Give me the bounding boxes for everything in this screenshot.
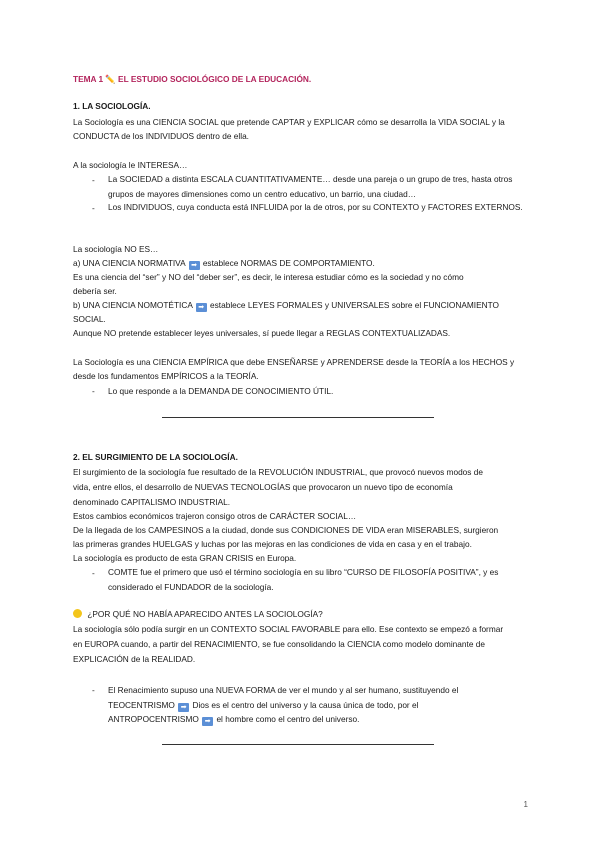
paragraph-line: El surgimiento de la sociología fue resultado de la REVOLUCIÓN INDUSTRIAL, que provocó nuevos modos de: [73, 467, 483, 477]
arrow-right-icon: ➡: [189, 261, 200, 270]
bullet-text: El Renacimiento supuso una NUEVA FORMA de ver el mundo y al ser humano, sustituyendo el: [108, 685, 459, 695]
separator-line: [162, 417, 434, 418]
arrow-right-icon: ➡: [178, 703, 189, 712]
arrow-right-icon: ➡: [202, 717, 213, 726]
paragraph-line: debería ser.: [73, 286, 117, 296]
paragraph-line: La Sociología es una CIENCIA SOCIAL que pretende CAPTAR y EXPLICAR cómo se desarrolla la VIDA SOCIAL y la: [73, 117, 505, 127]
paragraph-line: SOCIAL.: [73, 314, 106, 324]
bullet-text: [108, 714, 359, 726]
page-number: 1: [523, 800, 528, 809]
paragraph-line: La sociología es producto de esta GRAN CRISIS en Europa.: [73, 553, 297, 563]
paragraph-line: EXPLICACIÓN de la REALIDAD.: [73, 654, 196, 664]
bullet-marker: -: [92, 568, 95, 578]
paragraph-line: vida, entre ellos, el desarrollo de NUEVAS TECNOLOGÍAS que provocaron un nuevo tipo de economía: [73, 482, 453, 492]
text-span: Dios es el centro del universo y la causa única de todo, por el: [192, 700, 419, 710]
bullet-marker: -: [92, 203, 95, 213]
bullet-marker: -: [92, 386, 95, 396]
paragraph-line: De la llegada de los CAMPESINOS a la ciudad, donde sus CONDICIONES DE VIDA eran MISERABLES, surgieron: [73, 525, 499, 535]
question-heading: [73, 609, 323, 620]
paragraph-line: [73, 258, 375, 270]
arrow-right-icon: ➡: [196, 303, 207, 312]
question-text: ¿POR QUÉ NO HABÍA APARECIDO ANTES LA SOCIOLOGÍA?: [87, 609, 323, 619]
paragraph-line: desde los fundamentos EMPÍRICOS a la TEORÍA.: [73, 371, 259, 381]
bullet-text: Lo que responde a la DEMANDA DE CONOCIMIENTO ÚTIL.: [108, 386, 334, 396]
paragraph-line: en EUROPA cuando, a partir del RENACIMIENTO, se fue consolidando la CIENCIA como modelo dominante de: [73, 639, 485, 649]
text-span: TEOCENTRISMO: [108, 700, 175, 710]
text-span: a) UNA CIENCIA NORMATIVA: [73, 258, 186, 268]
bullet-marker: -: [92, 685, 95, 695]
text-span: ANTROPOCENTRISMO: [108, 714, 199, 724]
paragraph-line: A la sociología le INTERESA…: [73, 160, 188, 170]
paragraph-line: Estos cambios económicos trajeron consigo otros de CARÁCTER SOCIAL…: [73, 511, 357, 521]
text-span: el hombre como el centro del universo.: [216, 714, 360, 724]
separator-line: [162, 744, 434, 745]
text-span: establece LEYES FORMALES y UNIVERSALES sobre el FUNCIONAMIENTO: [210, 300, 499, 310]
yellow-circle-icon: [73, 609, 82, 618]
paragraph-line: denominado CAPITALISMO INDUSTRIAL.: [73, 497, 231, 507]
section-heading-1: 1. LA SOCIOLOGÍA.: [73, 101, 151, 111]
paragraph-line: CONDUCTA de los INDIVIDUOS dentro de ella.: [73, 131, 249, 141]
paragraph-line: Aunque NO pretende establecer leyes universales, sí puede llegar a REGLAS CONTEXTUALIZADAS.: [73, 328, 451, 338]
bullet-text: COMTE fue el primero que usó el término sociología en su libro “CURSO DE FILOSOFÍA POSITIVA”, y es considerado el FUNDADOR de la sociología.: [108, 567, 499, 592]
paragraph-line: las primeras grandes HUELGAS y luchas por las mejoras en las condiciones de vida en casa y en el trabajo.: [73, 539, 472, 549]
bullet-marker: -: [92, 175, 95, 185]
paragraph-line: [73, 300, 499, 312]
bullet-text: La SOCIEDAD a distinta ESCALA CUANTITATIVAMENTE… desde una pareja o un grupo de tres, hasta otros grupos de mayores dimensiones como un centro educativo, un barrio, una ciudad…: [108, 174, 513, 199]
paragraph-line: La sociología sólo podía surgir en un CONTEXTO SOCIAL FAVORABLE para ello. Ese contexto se empezó a formar: [73, 624, 504, 634]
paragraph-line: La Sociología es una CIENCIA EMPÍRICA que debe ENSEÑARSE y APRENDERSE desde la TEORÍA a los HECHOS y: [73, 357, 515, 367]
paragraph-line: La sociología NO ES…: [73, 244, 159, 254]
bullet-text: [108, 700, 418, 712]
section-heading-2: 2. EL SURGIMIENTO DE LA SOCIOLOGÍA.: [73, 452, 238, 462]
text-span: establece NORMAS DE COMPORTAMIENTO.: [202, 258, 375, 268]
document-title: TEMA 1 ✏️ EL ESTUDIO SOCIOLÓGICO DE LA EDUCACIÓN.: [73, 74, 312, 84]
paragraph-line: Es una ciencia del “ser” y NO del “deber ser”, es decir, le interesa estudiar cómo es la sociedad y no cómo: [73, 272, 464, 282]
text-span: b) UNA CIENCIA NOMOTÉTICA: [73, 300, 193, 310]
bullet-text: Los INDIVIDUOS, cuya conducta está INFLUIDA por la de otros, por su CONTEXTO y FACTORES EXTERNOS.: [108, 202, 523, 212]
